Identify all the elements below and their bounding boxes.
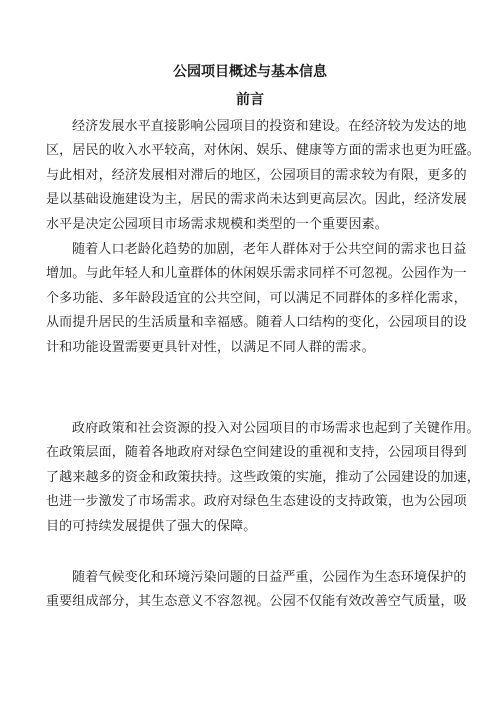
paragraph-1 bbox=[46, 115, 480, 237]
paragraph-line: 与此相对，经济发展相对滞后的地区，公园项目的需求较为有限，更多的 bbox=[46, 167, 467, 183]
paragraph-line: 水平是决定公园项目市场需求规模和类型的一个重要因素。 bbox=[46, 216, 388, 232]
paragraph-line: 计和功能设置需要更具针对性，以满足不同人群的需求。 bbox=[46, 339, 375, 355]
paragraph-line: 政府政策和社会资源的投入对公园项目的市场需求也起到了关键作用。 bbox=[72, 421, 480, 436]
paragraph-line: 了越来越多的资金和政策扶持。这些政策的实施，推动了公园建设的加速， bbox=[46, 469, 480, 485]
section-heading: 前言 bbox=[236, 92, 264, 108]
paragraph-line: 区，居民的收入水平较高，对休闲、娱乐、健康等方面的需求也更为旺盛。 bbox=[46, 143, 480, 159]
paragraph-3 bbox=[46, 417, 480, 539]
paragraph-2 bbox=[46, 238, 466, 360]
paragraph-line: 重要组成部分，其生态意义不容忽视。公园不仅能有效改善空气质量，吸 bbox=[46, 594, 467, 610]
paragraph-line: 经济发展水平直接影响公园项目的投资和建设。在经济较为发达的地 bbox=[72, 119, 467, 134]
paragraph-line: 从而提升居民的生活质量和幸福感。随着人口结构的变化，公园项目的设 bbox=[46, 315, 467, 331]
paragraph-line: 个多功能、多年龄段适宜的公共空间，可以满足不同群体的多样化需求， bbox=[46, 290, 467, 306]
paragraph-line: 增加。与此年轻人和儿童群体的休闲娱乐需求同样不可忽视。公园作为一 bbox=[46, 266, 467, 282]
document-title: 公园项目概述与基本信息 bbox=[173, 64, 327, 80]
paragraph-line: 目的可持续发展提供了强大的保障。 bbox=[46, 518, 257, 534]
paragraph-line: 也进一步激发了市场需求。政府对绿色生态建设的支持政策，也为公园项 bbox=[46, 494, 467, 510]
paragraph-line: 在政策层面，随着各地政府对绿色空间建设的重视和支持，公园项目得到 bbox=[46, 445, 467, 461]
paragraph-4 bbox=[46, 566, 466, 615]
paragraph-line: 是以基础设施建设为主，居民的需求尚未达到更高层次。因此，经济发展 bbox=[46, 192, 467, 208]
paragraph-line: 随着人口老龄化趋势的加剧，老年人群体对于公共空间的需求也日益 bbox=[72, 242, 467, 257]
paragraph-line: 随着气候变化和环境污染问题的日益严重，公园作为生态环境保护的 bbox=[72, 570, 467, 585]
